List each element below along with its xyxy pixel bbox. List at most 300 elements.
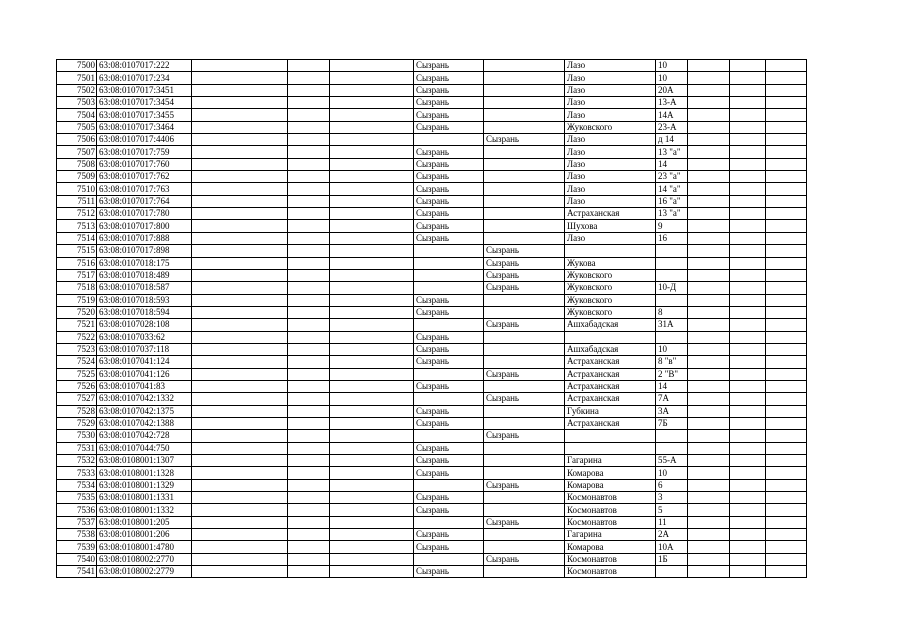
col-11-cell: [730, 195, 766, 207]
city-column-b-cell: [484, 158, 565, 170]
street-cell: Астраханская: [565, 208, 656, 220]
city-column-b-cell: Сызрань: [484, 319, 565, 331]
col-4-cell: [288, 171, 330, 183]
table-row: [57, 479, 807, 491]
col-3-cell: [192, 232, 288, 244]
col-3-cell: [192, 97, 288, 109]
table-row: [57, 245, 807, 257]
col-10-cell: [688, 331, 730, 343]
street-cell: Шухова: [565, 220, 656, 232]
street-cell: Комарова: [565, 541, 656, 553]
col-5-cell: [330, 84, 414, 96]
col-10-cell: [688, 455, 730, 467]
street-cell: Астраханская: [565, 356, 656, 368]
col-3-cell: [192, 282, 288, 294]
row-number-cell: 7510: [57, 183, 97, 195]
col-3-cell: [192, 417, 288, 429]
house-number-cell: 23-А: [656, 121, 688, 133]
col-4-cell: [288, 380, 330, 392]
col-5-cell: [330, 294, 414, 306]
cadastral-number-cell: 63:08:0107018:593: [97, 294, 192, 306]
col-3-cell: [192, 479, 288, 491]
street-cell: [565, 331, 656, 343]
row-number-cell: 7509: [57, 171, 97, 183]
col-5-cell: [330, 195, 414, 207]
city-column-b-cell: [484, 541, 565, 553]
row-number-cell: 7508: [57, 158, 97, 170]
cadastral-number-cell: 63:08:0107017:3454: [97, 97, 192, 109]
city-column-a-cell: Сызрань: [414, 380, 484, 392]
table-row: [57, 442, 807, 454]
table-row: [57, 553, 807, 565]
col-3-cell: [192, 109, 288, 121]
col-10-cell: [688, 442, 730, 454]
table-row: [57, 183, 807, 195]
col-11-cell: [730, 331, 766, 343]
col-12-cell: [766, 356, 807, 368]
col-3-cell: [192, 356, 288, 368]
col-12-cell: [766, 430, 807, 442]
city-column-a-cell: Сызрань: [414, 171, 484, 183]
city-column-b-cell: Сызрань: [484, 257, 565, 269]
cadastral-number-cell: 63:08:0107017:888: [97, 232, 192, 244]
col-3-cell: [192, 331, 288, 343]
cadastral-number-cell: 63:08:0107017:780: [97, 208, 192, 220]
col-11-cell: [730, 405, 766, 417]
col-10-cell: [688, 282, 730, 294]
col-11-cell: [730, 553, 766, 565]
table-row: [57, 208, 807, 220]
col-3-cell: [192, 195, 288, 207]
cadastral-number-cell: 63:08:0107017:898: [97, 245, 192, 257]
house-number-cell: 2 "В": [656, 368, 688, 380]
street-cell: Жуковского: [565, 294, 656, 306]
cadastral-number-cell: 63:08:0107017:764: [97, 195, 192, 207]
city-column-a-cell: Сызрань: [414, 566, 484, 578]
table-row: [57, 430, 807, 442]
col-4-cell: [288, 541, 330, 553]
city-column-b-cell: [484, 492, 565, 504]
street-cell: Гагарина: [565, 529, 656, 541]
city-column-a-cell: [414, 319, 484, 331]
city-column-a-cell: Сызрань: [414, 97, 484, 109]
street-cell: Космонавтов: [565, 492, 656, 504]
city-column-b-cell: Сызрань: [484, 134, 565, 146]
table-row: [57, 282, 807, 294]
street-cell: Космонавтов: [565, 566, 656, 578]
col-4-cell: [288, 121, 330, 133]
house-number-cell: 10: [656, 72, 688, 84]
table-row: [57, 417, 807, 429]
col-11-cell: [730, 343, 766, 355]
city-column-a-cell: Сызрань: [414, 158, 484, 170]
col-4-cell: [288, 245, 330, 257]
row-number-cell: 7532: [57, 455, 97, 467]
cadastral-number-cell: 63:08:0107017:762: [97, 171, 192, 183]
city-column-a-cell: [414, 430, 484, 442]
table-row: [57, 195, 807, 207]
street-cell: Космонавтов: [565, 553, 656, 565]
col-5-cell: [330, 60, 414, 72]
row-number-cell: 7537: [57, 516, 97, 528]
col-5-cell: [330, 257, 414, 269]
city-column-b-cell: [484, 442, 565, 454]
col-12-cell: [766, 541, 807, 553]
city-column-a-cell: Сызрань: [414, 529, 484, 541]
col-11-cell: [730, 72, 766, 84]
col-12-cell: [766, 72, 807, 84]
cadastral-number-cell: 63:08:0107044:750: [97, 442, 192, 454]
col-4-cell: [288, 232, 330, 244]
col-4-cell: [288, 417, 330, 429]
row-number-cell: 7520: [57, 306, 97, 318]
row-number-cell: 7501: [57, 72, 97, 84]
house-number-cell: 13 "а": [656, 146, 688, 158]
city-column-b-cell: [484, 97, 565, 109]
house-number-cell: [656, 430, 688, 442]
house-number-cell: 10-Д: [656, 282, 688, 294]
street-cell: Жукова: [565, 257, 656, 269]
city-column-a-cell: [414, 393, 484, 405]
col-11-cell: [730, 417, 766, 429]
city-column-a-cell: Сызрань: [414, 294, 484, 306]
street-cell: Жуковского: [565, 282, 656, 294]
row-number-cell: 7515: [57, 245, 97, 257]
col-11-cell: [730, 97, 766, 109]
col-11-cell: [730, 566, 766, 578]
city-column-b-cell: Сызрань: [484, 516, 565, 528]
col-4-cell: [288, 134, 330, 146]
table-row: [57, 158, 807, 170]
cadastral-number-cell: 63:08:0107042:1375: [97, 405, 192, 417]
house-number-cell: [656, 294, 688, 306]
col-5-cell: [330, 72, 414, 84]
city-column-b-cell: [484, 356, 565, 368]
street-cell: Лазо: [565, 146, 656, 158]
street-cell: Лазо: [565, 97, 656, 109]
col-4-cell: [288, 97, 330, 109]
col-11-cell: [730, 60, 766, 72]
street-cell: Ашхабадская: [565, 343, 656, 355]
house-number-cell: 16: [656, 232, 688, 244]
city-column-a-cell: Сызрань: [414, 60, 484, 72]
house-number-cell: 10: [656, 467, 688, 479]
col-5-cell: [330, 504, 414, 516]
cadastral-number-cell: 63:08:0107017:760: [97, 158, 192, 170]
col-11-cell: [730, 393, 766, 405]
city-column-a-cell: Сызрань: [414, 492, 484, 504]
col-11-cell: [730, 109, 766, 121]
col-5-cell: [330, 97, 414, 109]
col-3-cell: [192, 529, 288, 541]
street-cell: Ашхабадская: [565, 319, 656, 331]
col-3-cell: [192, 553, 288, 565]
row-number-cell: 7514: [57, 232, 97, 244]
col-5-cell: [330, 553, 414, 565]
table-row: [57, 146, 807, 158]
cadastral-number-cell: 63:08:0107017:222: [97, 60, 192, 72]
city-column-b-cell: [484, 84, 565, 96]
col-10-cell: [688, 97, 730, 109]
table-row: [57, 294, 807, 306]
col-4-cell: [288, 195, 330, 207]
table-row: [57, 331, 807, 343]
col-11-cell: [730, 306, 766, 318]
house-number-cell: 55-А: [656, 455, 688, 467]
table-body: [57, 60, 807, 578]
city-column-b-cell: Сызрань: [484, 479, 565, 491]
col-3-cell: [192, 455, 288, 467]
col-4-cell: [288, 269, 330, 281]
house-number-cell: 31А: [656, 319, 688, 331]
street-cell: Гагарина: [565, 455, 656, 467]
col-12-cell: [766, 121, 807, 133]
row-number-cell: 7527: [57, 393, 97, 405]
col-3-cell: [192, 467, 288, 479]
table-row: [57, 368, 807, 380]
col-4-cell: [288, 393, 330, 405]
col-10-cell: [688, 208, 730, 220]
table-row: [57, 504, 807, 516]
col-12-cell: [766, 393, 807, 405]
col-5-cell: [330, 455, 414, 467]
house-number-cell: 8: [656, 306, 688, 318]
house-number-cell: 16 "а": [656, 195, 688, 207]
col-5-cell: [330, 319, 414, 331]
street-cell: Лазо: [565, 84, 656, 96]
house-number-cell: 6: [656, 479, 688, 491]
col-4-cell: [288, 158, 330, 170]
city-column-b-cell: [484, 220, 565, 232]
row-number-cell: 7517: [57, 269, 97, 281]
street-cell: Лазо: [565, 109, 656, 121]
row-number-cell: 7500: [57, 60, 97, 72]
col-10-cell: [688, 343, 730, 355]
col-4-cell: [288, 442, 330, 454]
cadastral-number-cell: 63:08:0107033:62: [97, 331, 192, 343]
city-column-b-cell: [484, 504, 565, 516]
col-5-cell: [330, 208, 414, 220]
city-column-a-cell: Сызрань: [414, 121, 484, 133]
row-number-cell: 7524: [57, 356, 97, 368]
city-column-b-cell: [484, 171, 565, 183]
col-5-cell: [330, 183, 414, 195]
city-column-a-cell: [414, 368, 484, 380]
col-11-cell: [730, 257, 766, 269]
col-10-cell: [688, 232, 730, 244]
col-11-cell: [730, 84, 766, 96]
row-number-cell: 7504: [57, 109, 97, 121]
street-cell: Космонавтов: [565, 516, 656, 528]
col-11-cell: [730, 541, 766, 553]
table-row: [57, 109, 807, 121]
city-column-b-cell: [484, 331, 565, 343]
street-cell: Жуковского: [565, 121, 656, 133]
col-3-cell: [192, 516, 288, 528]
col-3-cell: [192, 492, 288, 504]
row-number-cell: 7530: [57, 430, 97, 442]
col-12-cell: [766, 269, 807, 281]
col-10-cell: [688, 380, 730, 392]
col-3-cell: [192, 393, 288, 405]
house-number-cell: 20А: [656, 84, 688, 96]
col-3-cell: [192, 171, 288, 183]
col-10-cell: [688, 393, 730, 405]
table-row: [57, 72, 807, 84]
col-3-cell: [192, 405, 288, 417]
street-cell: Лазо: [565, 183, 656, 195]
col-10-cell: [688, 60, 730, 72]
col-11-cell: [730, 158, 766, 170]
city-column-a-cell: Сызрань: [414, 306, 484, 318]
cadastral-number-cell: 63:08:0107017:763: [97, 183, 192, 195]
city-column-a-cell: [414, 516, 484, 528]
address-register-sheet: [56, 59, 807, 578]
house-number-cell: 14: [656, 380, 688, 392]
col-11-cell: [730, 208, 766, 220]
house-number-cell: 13-А: [656, 97, 688, 109]
col-10-cell: [688, 257, 730, 269]
city-column-a-cell: Сызрань: [414, 208, 484, 220]
col-10-cell: [688, 405, 730, 417]
col-11-cell: [730, 516, 766, 528]
row-number-cell: 7523: [57, 343, 97, 355]
col-10-cell: [688, 269, 730, 281]
cadastral-number-cell: 63:08:0108001:1307: [97, 455, 192, 467]
row-number-cell: 7518: [57, 282, 97, 294]
col-12-cell: [766, 504, 807, 516]
col-3-cell: [192, 183, 288, 195]
col-3-cell: [192, 442, 288, 454]
col-4-cell: [288, 343, 330, 355]
house-number-cell: [656, 269, 688, 281]
col-3-cell: [192, 158, 288, 170]
col-3-cell: [192, 294, 288, 306]
table-row: [57, 356, 807, 368]
col-11-cell: [730, 504, 766, 516]
col-5-cell: [330, 245, 414, 257]
col-12-cell: [766, 368, 807, 380]
col-11-cell: [730, 232, 766, 244]
col-4-cell: [288, 146, 330, 158]
cadastral-number-cell: 63:08:0107042:1332: [97, 393, 192, 405]
house-number-cell: д 14: [656, 134, 688, 146]
col-5-cell: [330, 541, 414, 553]
row-number-cell: 7522: [57, 331, 97, 343]
col-12-cell: [766, 97, 807, 109]
table-row: [57, 171, 807, 183]
col-10-cell: [688, 134, 730, 146]
col-3-cell: [192, 60, 288, 72]
col-12-cell: [766, 455, 807, 467]
col-3-cell: [192, 430, 288, 442]
house-number-cell: 7Б: [656, 417, 688, 429]
col-5-cell: [330, 368, 414, 380]
col-11-cell: [730, 134, 766, 146]
city-column-a-cell: Сызрань: [414, 232, 484, 244]
row-number-cell: 7519: [57, 294, 97, 306]
table-row: [57, 269, 807, 281]
col-12-cell: [766, 331, 807, 343]
house-number-cell: 11: [656, 516, 688, 528]
table-row: [57, 60, 807, 72]
col-5-cell: [330, 158, 414, 170]
col-3-cell: [192, 220, 288, 232]
city-column-b-cell: [484, 60, 565, 72]
col-11-cell: [730, 183, 766, 195]
col-5-cell: [330, 467, 414, 479]
table-row: [57, 516, 807, 528]
col-12-cell: [766, 442, 807, 454]
col-5-cell: [330, 516, 414, 528]
col-11-cell: [730, 121, 766, 133]
house-number-cell: 3А: [656, 405, 688, 417]
col-3-cell: [192, 368, 288, 380]
col-5-cell: [330, 331, 414, 343]
col-4-cell: [288, 294, 330, 306]
col-4-cell: [288, 529, 330, 541]
house-number-cell: 3: [656, 492, 688, 504]
col-12-cell: [766, 417, 807, 429]
col-5-cell: [330, 269, 414, 281]
row-number-cell: 7529: [57, 417, 97, 429]
col-10-cell: [688, 479, 730, 491]
house-number-cell: 5: [656, 504, 688, 516]
city-column-a-cell: Сызрань: [414, 504, 484, 516]
street-cell: Лазо: [565, 60, 656, 72]
col-4-cell: [288, 331, 330, 343]
col-11-cell: [730, 529, 766, 541]
row-number-cell: 7506: [57, 134, 97, 146]
city-column-a-cell: Сызрань: [414, 109, 484, 121]
col-5-cell: [330, 529, 414, 541]
col-4-cell: [288, 282, 330, 294]
city-column-a-cell: Сызрань: [414, 467, 484, 479]
street-cell: Комарова: [565, 479, 656, 491]
col-12-cell: [766, 134, 807, 146]
col-12-cell: [766, 553, 807, 565]
row-number-cell: 7541: [57, 566, 97, 578]
cadastral-number-cell: 63:08:0107042:1388: [97, 417, 192, 429]
row-number-cell: 7535: [57, 492, 97, 504]
col-12-cell: [766, 479, 807, 491]
row-number-cell: 7505: [57, 121, 97, 133]
col-4-cell: [288, 220, 330, 232]
house-number-cell: 10А: [656, 541, 688, 553]
cadastral-number-cell: 63:08:0107042:728: [97, 430, 192, 442]
city-column-a-cell: Сызрань: [414, 183, 484, 195]
street-cell: Лазо: [565, 171, 656, 183]
row-number-cell: 7512: [57, 208, 97, 220]
city-column-a-cell: Сызрань: [414, 455, 484, 467]
city-column-a-cell: [414, 282, 484, 294]
city-column-b-cell: [484, 183, 565, 195]
cadastral-number-cell: 63:08:0107018:489: [97, 269, 192, 281]
col-5-cell: [330, 405, 414, 417]
city-column-b-cell: Сызрань: [484, 553, 565, 565]
col-11-cell: [730, 442, 766, 454]
street-cell: Жуковского: [565, 306, 656, 318]
col-4-cell: [288, 504, 330, 516]
city-column-b-cell: [484, 343, 565, 355]
table-row: [57, 380, 807, 392]
col-4-cell: [288, 479, 330, 491]
col-12-cell: [766, 245, 807, 257]
street-cell: Жуковского: [565, 269, 656, 281]
street-cell: Комарова: [565, 467, 656, 479]
city-column-b-cell: [484, 467, 565, 479]
row-number-cell: 7531: [57, 442, 97, 454]
